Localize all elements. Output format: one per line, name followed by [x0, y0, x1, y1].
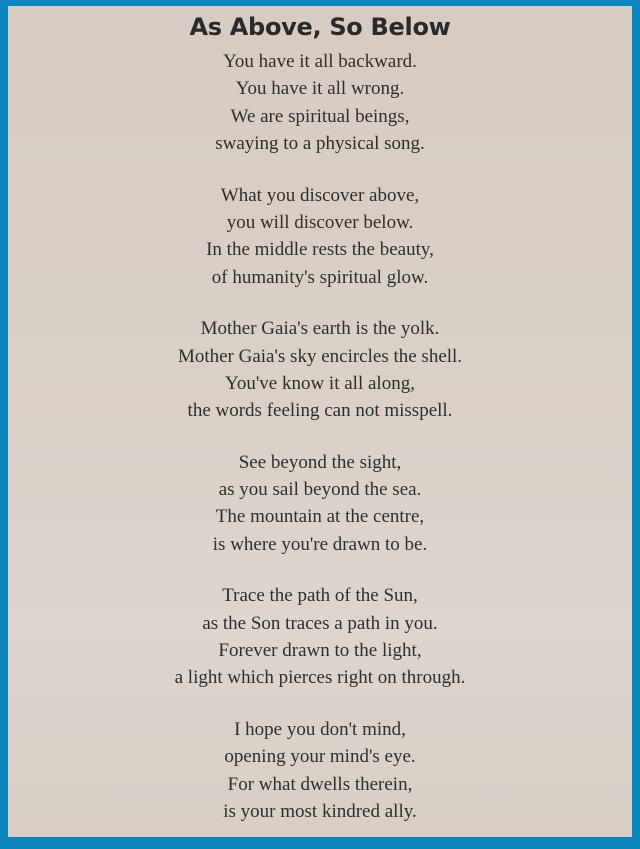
poem-line: of humanity's spiritual glow.: [211, 266, 429, 288]
stanza: [8, 315, 632, 425]
poem-line: as you sail beyond the sea.: [218, 479, 422, 501]
poem-line: The mountain at the centre,: [215, 506, 425, 528]
poem-line: Mother Gaia's earth is the yolk.: [200, 318, 440, 340]
poem-line: the words feeling can not misspell.: [187, 400, 453, 422]
poem-line: What you discover above,: [220, 184, 420, 206]
poem-line: You've know it all along,: [225, 372, 415, 394]
poem-line: Mother Gaia's sky encircles the shell.: [177, 345, 463, 367]
stanza: [8, 449, 632, 559]
poem-title: As Above, So Below: [189, 13, 451, 41]
poem-line: In the middle rests the beauty,: [206, 239, 434, 261]
poem-line: You have it all wrong.: [235, 78, 405, 100]
stanza: [8, 716, 632, 826]
poem-line: We are spiritual beings,: [230, 105, 410, 127]
stanza: [8, 48, 632, 158]
poem-line: is your most kindred ally.: [223, 800, 417, 822]
stanza: [8, 182, 632, 292]
stanza: [8, 582, 632, 692]
poem-line: You have it all backward.: [223, 51, 417, 72]
poem-line: swaying to a physical song.: [215, 133, 425, 155]
poem-body: [8, 48, 632, 849]
poem-line: I hope you don't mind,: [234, 718, 406, 740]
poem-line: Trace the path of the Sun,: [222, 585, 418, 607]
poem-line: as the Son traces a path in you.: [202, 612, 438, 634]
poem-line: you will discover below.: [226, 211, 414, 233]
poem-line: For what dwells therein,: [227, 773, 413, 795]
poem-line: a light which pierces right on through.: [174, 667, 466, 689]
poem-line: Forever drawn to the light,: [218, 640, 422, 662]
poem-line: See beyond the sight,: [238, 451, 402, 473]
poem-line: opening your mind's eye.: [224, 746, 416, 768]
poem-line: is where you're drawn to be.: [212, 533, 428, 555]
